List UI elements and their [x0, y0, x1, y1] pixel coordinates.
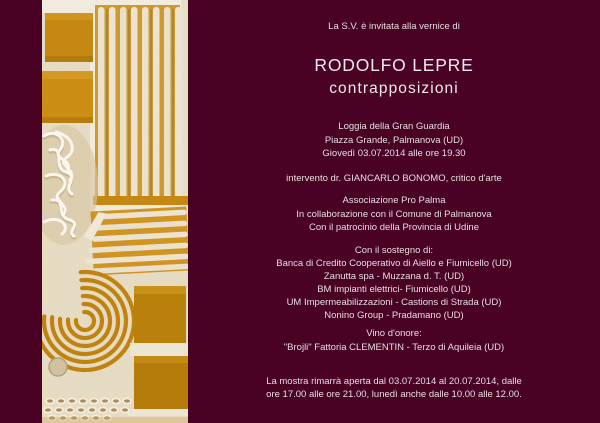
organizer-line: Con il patrocinio della Provincia di Udine [308, 222, 480, 233]
wine-line: "Brojli" Fattoria CLEMENTIN - Terzo di Aquileia (UD) [283, 341, 505, 353]
venue-name: Loggia della Gran Guardia [338, 121, 450, 132]
artist-name: RODOLFO LEPRE [314, 55, 474, 75]
sponsor-line: UM Impermeabilizzazioni - Castions di Strada (UD) [286, 297, 502, 308]
speaker-line: intervento dr. GIANCARLO BONOMO, critico d'arte [286, 173, 502, 184]
sponsors-block [188, 244, 600, 322]
hours-line: ore 17.00 alle ore 21.00, lunedì anche dalle 10.00 alle 12.00. [266, 389, 522, 400]
sponsor-line: BM impianti elettrici- Fiumicello (UD) [317, 284, 471, 295]
venue-block [188, 120, 600, 161]
sponsor-line: Nonino Group - Pradamano (UD) [324, 310, 464, 321]
exhibition-title: contrapposizioni [329, 80, 459, 97]
organizer-line: In collaborazione con il Comune di Palmanova [296, 208, 492, 220]
hours-line: La mostra rimarrà aperta dal 03.07.2014 al 20.07.2014, dalle [266, 376, 522, 387]
grain-overlay [42, 0, 188, 423]
artwork-image [42, 0, 188, 423]
sponsors-heading: Con il sostegno di: [354, 245, 434, 256]
venue-datetime: Giovedì 03.07.2014 alle ore 19.30 [322, 148, 466, 159]
opening-hours-block [188, 375, 600, 401]
invitation-text-panel [188, 0, 600, 423]
sponsor-line: Banca di Credito Cooperativo di Aiello e Fiumicello (UD) [276, 258, 512, 269]
invitation-intro: La S.V. è invitata alla vernice di [328, 21, 460, 32]
exhibition-artwork-photo [42, 0, 188, 423]
wine-block [188, 327, 600, 354]
sponsor-line: Zanutta spa - Muzzana d. T. (UD) [323, 271, 465, 282]
wine-heading: Vino d'onore: [366, 328, 422, 339]
organizer-line: Associazione Pro Palma [342, 195, 446, 206]
organizers-block [188, 194, 600, 235]
venue-address: Piazza Grande, Palmanova (UD) [324, 134, 464, 146]
